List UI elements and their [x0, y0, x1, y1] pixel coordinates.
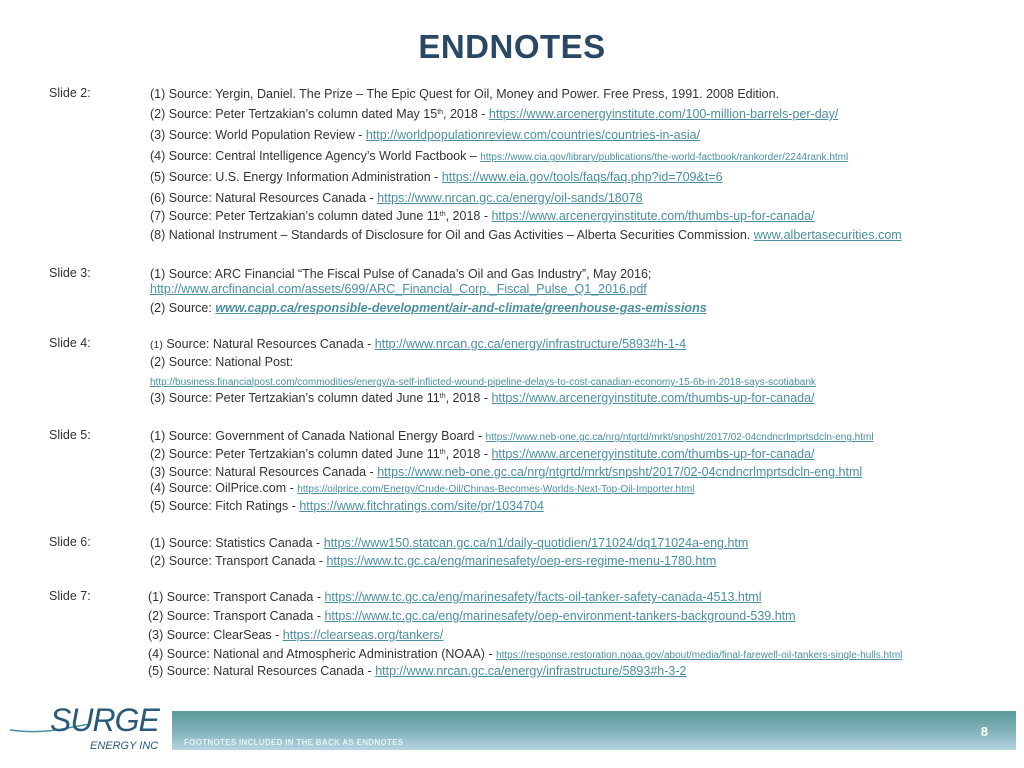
- endnote-item: (2) Source: Peter Tertzakian’s column dated May 15th, 2018 - https://www.arcenergyinstitute.com/100-million-barrels-per-day/: [150, 107, 839, 121]
- endnote-item: (8) National Instrument – Standards of Disclosure for Oil and Gas Activities – Alberta Securities Commission. www.albertasecurities.com: [150, 228, 902, 242]
- slide-label: Slide 6:: [49, 535, 91, 549]
- endnote-item: (1) Source: Yergin, Daniel. The Prize – The Epic Quest for Oil, Money and Power. Free Press, 1991. 2008 Edition.: [150, 87, 780, 101]
- logo-subtitle: ENERGY INC: [90, 740, 159, 752]
- endnote-item: (4) Source: National and Atmospheric Administration (NOAA) - https://response.restoration.noaa.gov/about/media/final-farewell-oil-tankers-single-hulls.html: [148, 647, 903, 661]
- source-link[interactable]: https://www.arcenergyinstitute.com/thumbs-up-for-canada/: [491, 209, 815, 223]
- source-link[interactable]: https://www.eia.gov/tools/faqs/faq.php?id=709&t=6: [441, 170, 723, 184]
- endnote-item: (4) Source: OilPrice.com - https://oilprice.com/Energy/Crude-Oil/Chinas-Becomes-Worlds-Next-Top-Oil-Importer.html: [150, 481, 695, 495]
- source-link[interactable]: https://www.tc.gc.ca/eng/marinesafety/oep-ers-regime-menu-1780.htm: [326, 554, 717, 568]
- endnote-item: [150, 373, 816, 391]
- endnote-item: (2) Source: www.capp.ca/responsible-development/air-and-climate/greenhouse-gas-emissions: [150, 301, 707, 315]
- source-link[interactable]: https://oilprice.com/Energy/Crude-Oil/Chinas-Becomes-Worlds-Next-Top-Oil-Importer.html: [297, 484, 695, 495]
- slide-label: Slide 7:: [49, 589, 91, 603]
- surge-energy-logo: [8, 702, 168, 756]
- endnote-item: (2) Source: Transport Canada - https://www.tc.gc.ca/eng/marinesafety/oep-environment-tankers-background-539.htm: [148, 609, 796, 623]
- endnote-item: (3) Source: Natural Resources Canada - https://www.neb-one.gc.ca/nrg/ntgrtd/mrkt/snpsht/2017/02-04cndncrlmprtsdcln-eng.html: [150, 465, 863, 479]
- endnote-item: (6) Source: Natural Resources Canada - https://www.nrcan.gc.ca/energy/oil-sands/18078: [150, 191, 643, 205]
- endnote-item: (1) Source: Transport Canada - https://www.tc.gc.ca/eng/marinesafety/facts-oil-tanker-safety-canada-4513.html: [148, 590, 762, 604]
- endnote-item: (2) Source: National Post:: [150, 355, 294, 369]
- source-link[interactable]: https://www150.statcan.gc.ca/n1/daily-quotidien/171024/dq171024a-eng.htm: [323, 536, 749, 550]
- endnote-item: (3) Source: ClearSeas - https://clearseas.org/tankers/: [148, 628, 444, 642]
- page-title: ENDNOTES: [418, 28, 606, 65]
- source-link[interactable]: https://www.fitchratings.com/site/pr/1034704: [299, 499, 544, 513]
- page-number: 8: [980, 724, 988, 739]
- endnote-item: (5) Source: U.S. Energy Information Administration - https://www.eia.gov/tools/faqs/faq.php?id=709&t=6: [150, 170, 723, 184]
- endnote-item: (2) Source: Peter Tertzakian’s column dated June 11th, 2018 - https://www.arcenergyinstitute.com/thumbs-up-for-canada/: [150, 447, 815, 461]
- endnote-item: (2) Source: Transport Canada - https://www.tc.gc.ca/eng/marinesafety/oep-ers-regime-menu-1780.htm: [150, 554, 717, 568]
- source-link[interactable]: www.capp.ca/responsible-development/air-and-climate/greenhouse-gas-emissions: [215, 301, 707, 315]
- endnote-item: (1) Source: Natural Resources Canada - http://www.nrcan.gc.ca/energy/infrastructure/5893#h-1-4: [150, 337, 687, 351]
- source-link[interactable]: https://www.neb-one.gc.ca/nrg/ntgrtd/mrkt/snpsht/2017/02-04cndncrlmprtsdcln-eng.html: [485, 432, 874, 443]
- endnote-item: (1) Source: Statistics Canada - https://www150.statcan.gc.ca/n1/daily-quotidien/171024/dq171024a-eng.htm: [150, 536, 749, 550]
- endnote-item: (7) Source: Peter Tertzakian’s column dated June 11th, 2018 - https://www.arcenergyinstitute.com/thumbs-up-for-canada/: [150, 209, 815, 223]
- source-link[interactable]: http://www.arcfinancial.com/assets/699/ARC_Financial_Corp._Fiscal_Pulse_Q1_2016.pdf: [150, 282, 647, 296]
- endnote-item: (4) Source: Central Intelligence Agency’s World Factbook – https://www.cia.gov/library/publications/the-world-factbook/rankorder/2244rank.html: [150, 149, 849, 163]
- source-link[interactable]: https://www.arcenergyinstitute.com/thumbs-up-for-canada/: [491, 391, 815, 405]
- slide-label: Slide 5:: [49, 428, 91, 442]
- slide-label: Slide 4:: [49, 336, 91, 350]
- source-link[interactable]: http://worldpopulationreview.com/countries/countries-in-asia/: [365, 128, 701, 142]
- endnote-item: (3) Source: World Population Review - http://worldpopulationreview.com/countries/countries-in-asia/: [150, 128, 701, 142]
- slide-label: Slide 3:: [49, 266, 91, 280]
- endnote-item: (1) Source: Government of Canada National Energy Board - https://www.neb-one.gc.ca/nrg/ntgrtd/mrkt/snpsht/2017/02-04cndncrlmprtsdcln-eng.html: [150, 429, 874, 443]
- endnote-item: [150, 281, 647, 297]
- source-link[interactable]: https://www.cia.gov/library/publications/the-world-factbook/rankorder/2244rank.html: [480, 152, 849, 163]
- source-link[interactable]: https://www.arcenergyinstitute.com/thumbs-up-for-canada/: [491, 447, 815, 461]
- endnote-item: (5) Source: Natural Resources Canada - http://www.nrcan.gc.ca/energy/infrastructure/5893#h-3-2: [148, 664, 687, 678]
- source-link[interactable]: http://www.nrcan.gc.ca/energy/infrastructure/5893#h-1-4: [374, 337, 687, 351]
- source-link[interactable]: https://www.tc.gc.ca/eng/marinesafety/oep-environment-tankers-background-539.htm: [324, 609, 796, 623]
- slide-label: Slide 2:: [49, 86, 91, 100]
- endnote-item: (5) Source: Fitch Ratings - https://www.fitchratings.com/site/pr/1034704: [150, 499, 544, 513]
- source-link[interactable]: https://www.nrcan.gc.ca/energy/oil-sands/18078: [377, 191, 643, 205]
- source-link[interactable]: https://www.neb-one.gc.ca/nrg/ntgrtd/mrkt/snpsht/2017/02-04cndncrlmprtsdcln-eng.html: [377, 465, 863, 479]
- endnote-item: (3) Source: Peter Tertzakian’s column dated June 11th, 2018 - https://www.arcenergyinstitute.com/thumbs-up-for-canada/: [150, 391, 815, 405]
- source-link[interactable]: https://response.restoration.noaa.gov/about/media/final-farewell-oil-tankers-single-hulls.html: [496, 650, 903, 661]
- source-link[interactable]: www.albertasecurities.com: [753, 228, 902, 242]
- source-link[interactable]: http://business.financialpost.com/commodities/energy/a-self-inflicted-wound-pipeline-delays-to-cost-canadian-economy-15-6b-in-2018-says-scotiabank: [150, 377, 816, 388]
- logo-name: SURGE: [50, 702, 159, 738]
- footer-bar: [172, 711, 1016, 750]
- footer-note: FOOTNOTES INCLUDED IN THE BACK AS ENDNOTES: [184, 738, 404, 747]
- endnote-item: (1) Source: ARC Financial “The Fiscal Pulse of Canada’s Oil and Gas Industry”, May 2016;: [150, 267, 652, 281]
- source-link[interactable]: https://www.arcenergyinstitute.com/100-million-barrels-per-day/: [488, 107, 839, 121]
- source-link[interactable]: http://www.nrcan.gc.ca/energy/infrastructure/5893#h-3-2: [375, 664, 687, 678]
- source-link[interactable]: https://clearseas.org/tankers/: [282, 628, 444, 642]
- source-link[interactable]: https://www.tc.gc.ca/eng/marinesafety/facts-oil-tanker-safety-canada-4513.html: [324, 590, 762, 604]
